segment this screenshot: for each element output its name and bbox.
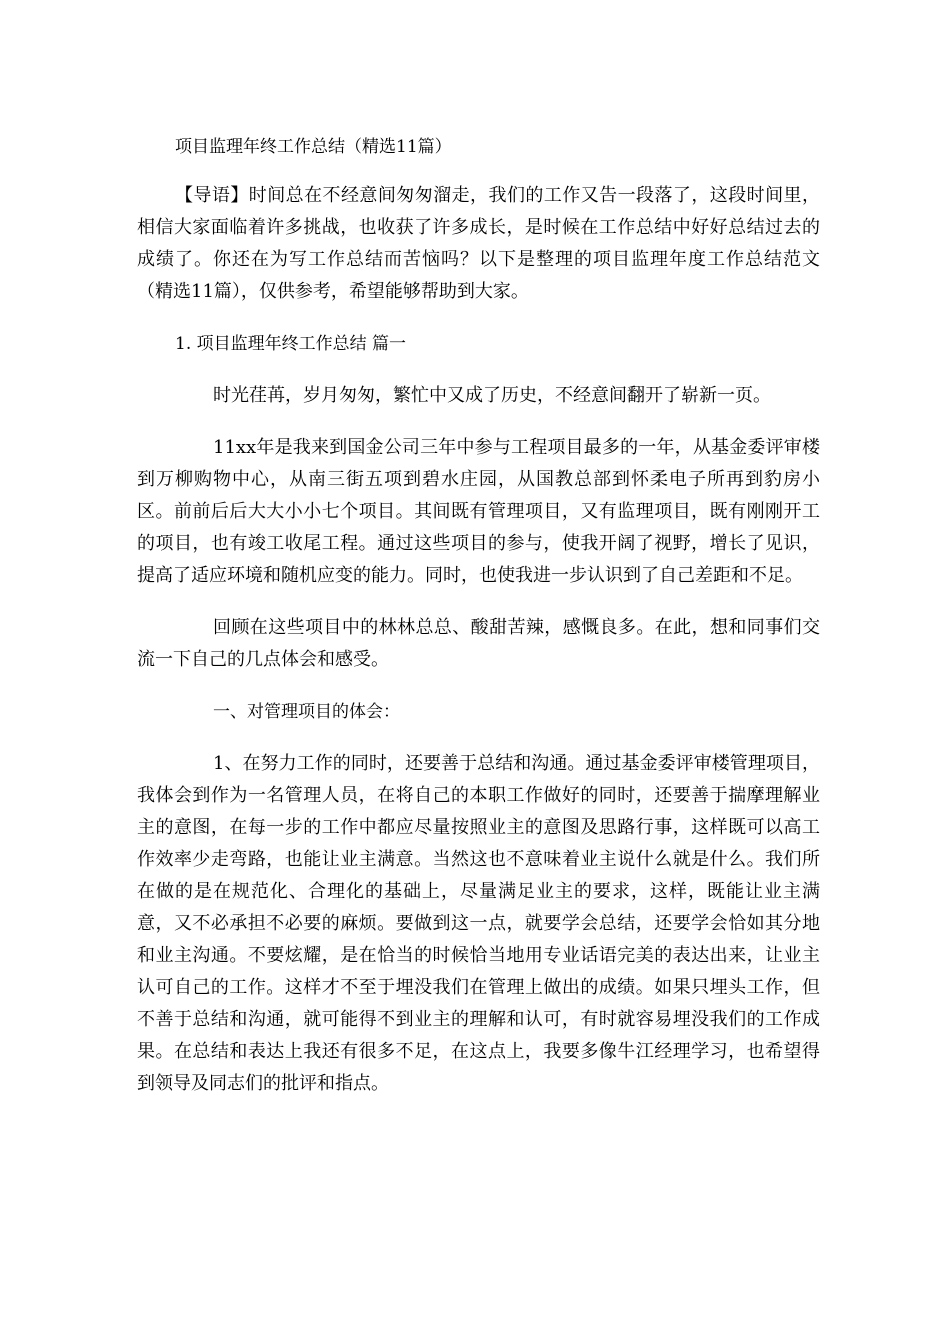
intro-paragraph: 【导语】时间总在不经意间匆匆溜走，我们的工作又告一段落了，这段时间里，相信大家面临着许多挑战，也收获了许多成长，是时候在工作总结中好好总结过去的成绩了。你还在为写工作总结而苦恼吗？以下是整理的项目监理年度工作总结范文（精选11篇），仅供参考，希望能够帮助到大家。: [137, 185, 820, 302]
document-page: [137, 128, 820, 1100]
document-title: 项目监理年终工作总结（精选11篇）: [175, 137, 452, 157]
paragraph-opening: 时光荏苒，岁月匆匆，繁忙中又成了历史，不经意间翻开了崭新一页。: [213, 385, 771, 406]
section-heading: 1. 项目监理年终工作总结 篇一: [175, 334, 407, 354]
subheading-management: 一、对管理项目的体会：: [213, 702, 400, 722]
paragraph-point-1: 1、在努力工作的同时，还要善于总结和沟通。通过基金委评审楼管理项目，我体会到作为一名管理人员，在将自己的本职工作做好的同时，还要善于揣摩理解业主的意图，在每一步的工作中都应尽量按照业主的意图及思路行事，这样既可以高工作效率少走弯路，也能让业主满意。当然这也不意味着业主说什么就是什么。我们所在做的是在规范化、合理化的基础上，尽量满足业主的要求，这样，既能让业主满意，又不必承担不必要的麻烦。要做到这一点，就要学会总结，还要学会恰如其分地和业主沟通。不要炫耀，是在恰当的时候恰当地用专业话语完美的表达出来，让业主认可自己的工作。这样才不至于埋没我们在管理上做出的成绩。如果只埋头工作，但不善于总结和沟通，就可能得不到业主的理解和认可，有时就容易埋没我们的工作成果。在总结和表达上我还有很多不足，在这点上，我要多像牛江经理学习，也希望得到领导及同志们的批评和指点。: [137, 753, 820, 1094]
paragraph-reflection: 回顾在这些项目中的林林总总、酸甜苦辣，感慨良多。在此，想和同事们交流一下自己的几点体会和感受。: [137, 617, 820, 670]
paragraph-projects: 11xx年是我来到国金公司三年中参与工程项目最多的一年，从基金委评审楼到万柳购物中心，从南三街五项到碧水庄园，从国教总部到怀柔电子所再到豹房小区。前前后后大大小小七个项目。其间既有管理项目，又有监理项目，既有刚刚开工的项目，也有竣工收尾工程。通过这些项目的参与，使我开阔了视野，增长了见识，提高了适应环境和随机应变的能力。同时，也使我进一步认识到了自己差距和不足。: [137, 437, 820, 586]
